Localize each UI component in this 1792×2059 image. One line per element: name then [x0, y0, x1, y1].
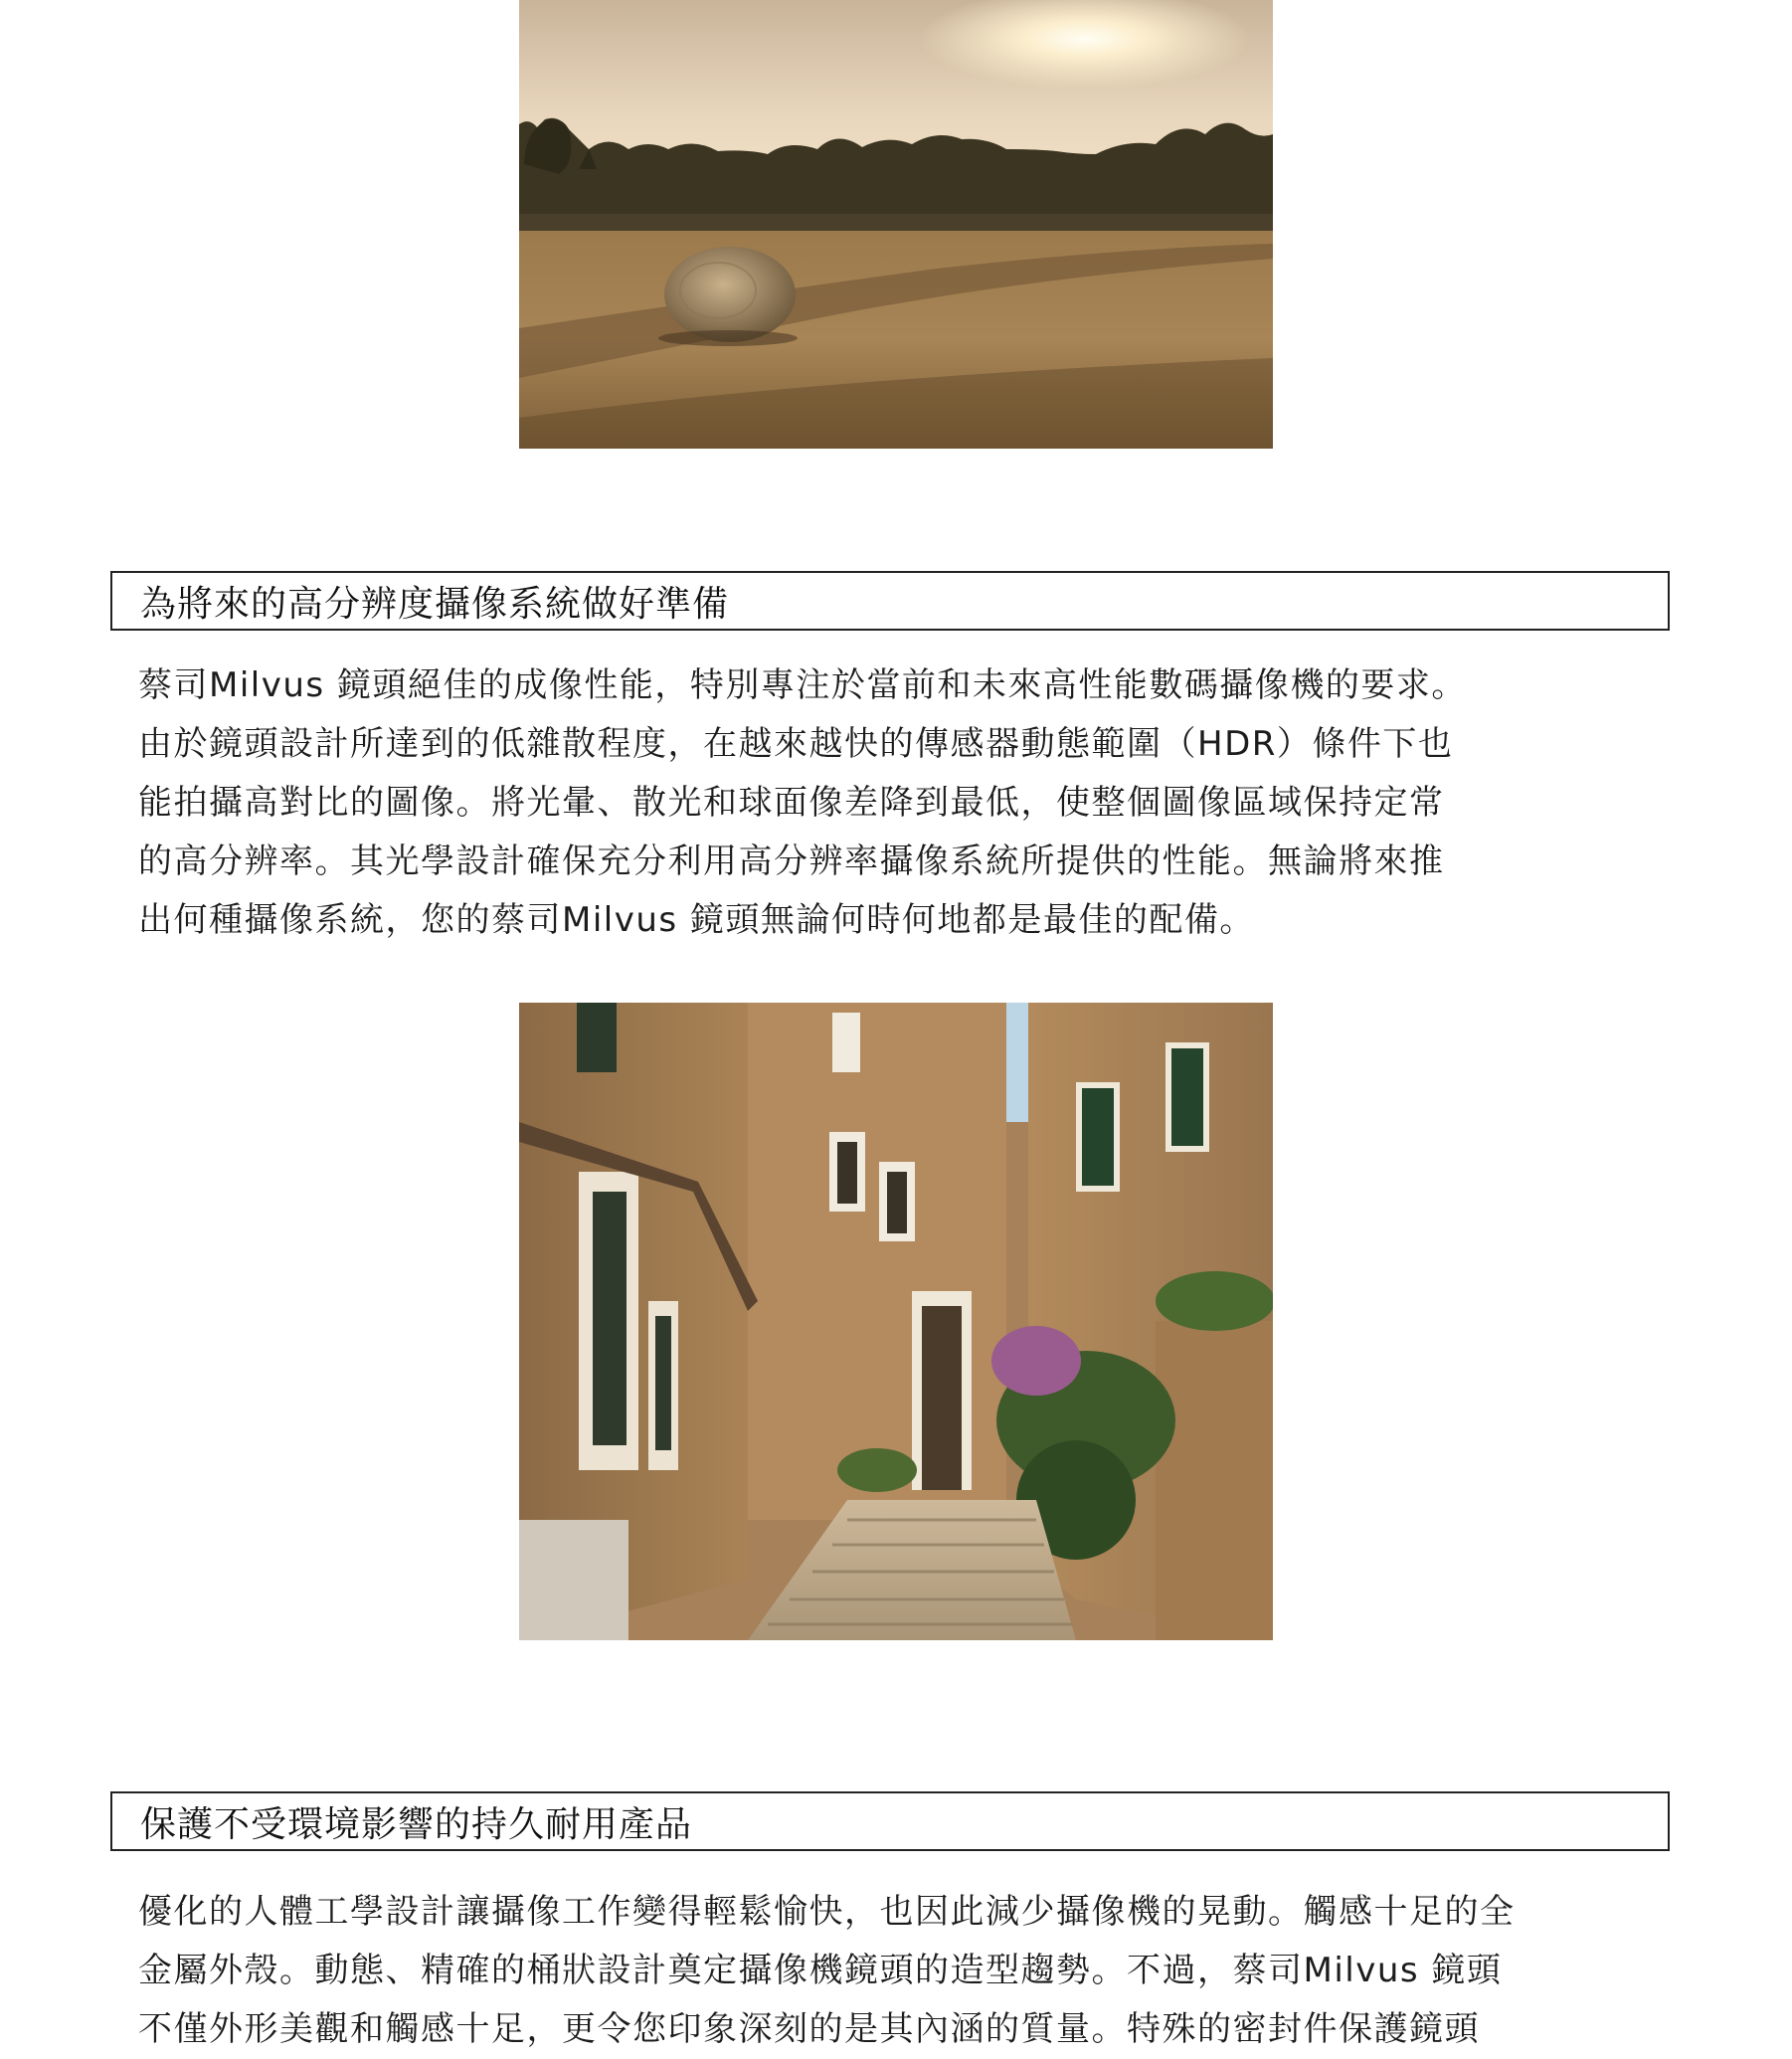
- paragraph-line: 的高分辨率。其光學設計確保充分利用高分辨率攝像系統所提供的性能。無論將來推: [138, 842, 1445, 881]
- hay-bale-field-image: [519, 0, 1273, 449]
- section-paragraph-high-resolution: [138, 656, 1690, 950]
- paragraph-line: 金屬外殼。動態、精確的桶狀設計奠定攝像機鏡頭的造型趨勢。不過，蔡司Milvus 鏡頭: [138, 1951, 1503, 1990]
- stone-alley-photo: [519, 1003, 1273, 1640]
- section-heading-high-resolution: 為將來的高分辨度攝像系統做好準備: [110, 571, 1670, 631]
- paragraph-line: 由於鏡頭設計所達到的低雜散程度，在越來越快的傳感器動態範圍（HDR）條件下也: [138, 724, 1454, 764]
- paragraph-line: 蔡司Milvus 鏡頭絕佳的成像性能，特別專注於當前和未來高性能數碼攝像機的要求。: [138, 665, 1467, 705]
- section-paragraph-durable-product: [138, 1883, 1690, 2059]
- hay-bale-field-photo: [519, 0, 1273, 449]
- paragraph-line: 出何種攝像系統，您的蔡司Milvus 鏡頭無論何時何地都是最佳的配備。: [138, 900, 1255, 940]
- stone-alley-image: [519, 1003, 1273, 1640]
- paragraph-line: 不僅外形美觀和觸感十足，更令您印象深刻的是其內涵的質量。特殊的密封件保護鏡頭: [138, 2009, 1480, 2049]
- paragraph-line: 能拍攝高對比的圖像。將光暈、散光和球面像差降到最低，使整個圖像區域保持定常: [138, 783, 1445, 823]
- section-heading-durable-product: 保護不受環境影響的持久耐用產品: [110, 1791, 1670, 1851]
- paragraph-line: 優化的人體工學設計讓攝像工作變得輕鬆愉快，也因此減少攝像機的晃動。觸感十足的全: [138, 1892, 1516, 1932]
